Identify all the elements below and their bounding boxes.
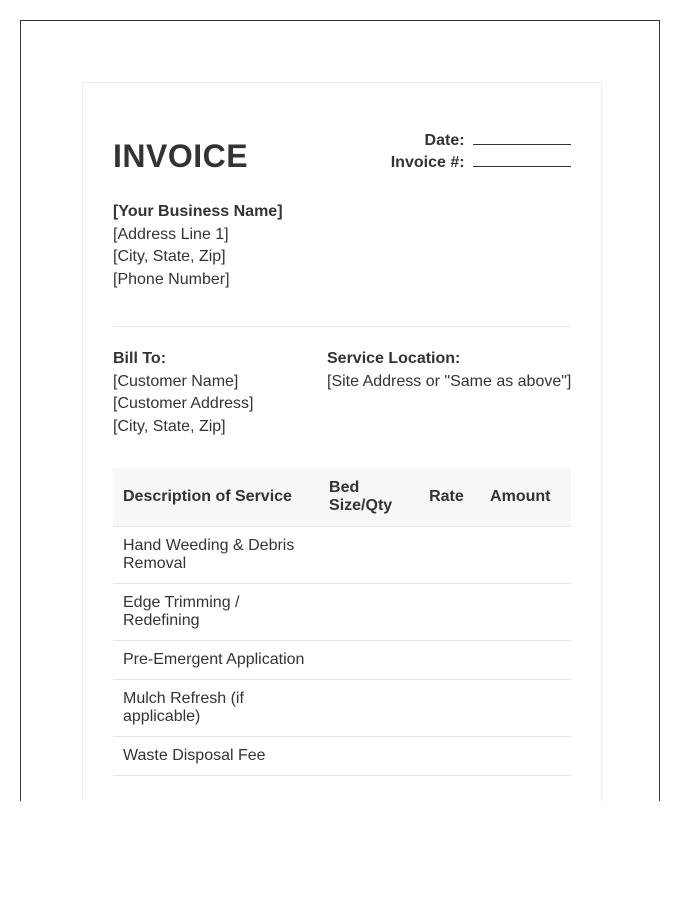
customer-address: [Customer Address] (113, 395, 254, 412)
date-field-line[interactable] (473, 130, 571, 145)
row-rate[interactable] (421, 680, 484, 737)
table-row (113, 737, 571, 776)
business-city-state-zip: [City, State, Zip] (113, 248, 226, 265)
customer-name: [Customer Name] (113, 372, 239, 390)
row-bed-size-qty[interactable] (319, 737, 421, 776)
section-divider (113, 326, 571, 327)
business-phone: [Phone Number] (113, 270, 230, 288)
business-name: [Your Business Name] (113, 203, 283, 220)
row-amount[interactable] (484, 641, 571, 680)
table-row (113, 584, 571, 641)
invoice-number-label: Invoice #: (390, 154, 465, 171)
header-rate: Rate (421, 468, 484, 527)
document-frame (20, 20, 660, 801)
row-amount[interactable] (484, 527, 571, 584)
header-description: Description of Service (113, 468, 319, 527)
header-amount: Amount (484, 468, 571, 527)
row-description: Hand Weeding & Debris Removal (113, 527, 319, 584)
row-amount[interactable] (484, 584, 571, 641)
invoice-page (82, 82, 602, 801)
row-rate[interactable] (421, 527, 484, 584)
service-location-section (327, 348, 577, 393)
row-description: Waste Disposal Fee (113, 737, 319, 776)
row-rate[interactable] (421, 584, 484, 641)
row-rate[interactable] (421, 737, 484, 776)
business-address-line-1: [Address Line 1] (113, 225, 229, 243)
invoice-meta (391, 130, 571, 174)
date-row (391, 130, 571, 152)
row-bed-size-qty[interactable] (319, 680, 421, 737)
invoice-title: INVOICE (113, 138, 249, 174)
row-bed-size-qty[interactable] (319, 584, 421, 641)
table-row (113, 527, 571, 584)
row-bed-size-qty[interactable] (319, 527, 421, 584)
header-bed-size-qty: Bed Size/Qty (319, 468, 421, 527)
invoice-number-row (391, 152, 571, 174)
business-info (113, 201, 283, 291)
row-amount[interactable] (484, 680, 571, 737)
row-amount[interactable] (484, 737, 571, 776)
row-description: Edge Trimming / Redefining (113, 584, 319, 641)
date-label: Date: (424, 132, 465, 149)
service-location-label: Service Location: (327, 350, 461, 367)
row-description: Mulch Refresh (if applicable) (113, 680, 319, 737)
service-location-address: [Site Address or "Same as above"] (327, 372, 572, 390)
bill-to-label: Bill To: (113, 350, 167, 367)
customer-city-state-zip: [City, State, Zip] (113, 417, 226, 435)
bill-to-section (113, 348, 323, 438)
row-rate[interactable] (421, 641, 484, 680)
row-bed-size-qty[interactable] (319, 641, 421, 680)
services-table (113, 468, 571, 776)
table-header-row (113, 468, 571, 527)
table-row (113, 641, 571, 680)
row-description: Pre-Emergent Application (113, 641, 319, 680)
table-row (113, 680, 571, 737)
invoice-number-field-line[interactable] (473, 152, 571, 167)
